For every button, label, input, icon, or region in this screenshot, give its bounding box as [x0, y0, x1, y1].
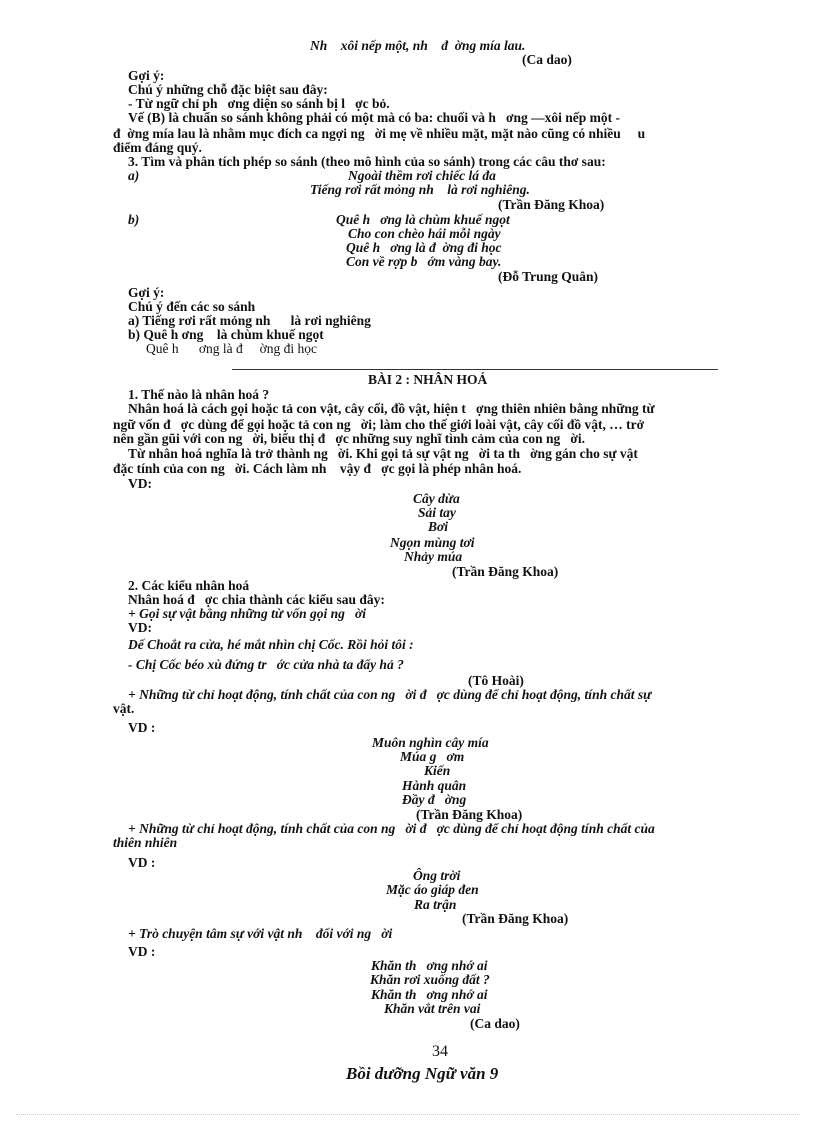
- page-edge: [16, 1114, 800, 1115]
- text-line: 2. Các kiểu nhân hoá: [128, 578, 250, 593]
- text-line: Nhân hoá là cách gọi hoặc tả con vật, cây cối, đồ vật, hiện t ợng thiên nhiên bằng những từ: [128, 401, 655, 416]
- text-line: Mặc áo giáp đen: [386, 882, 479, 897]
- text-line: Quê h ơng là đ ờng đi học: [346, 240, 502, 255]
- text-line: Đầy đ ờng: [402, 792, 467, 807]
- text-line: Khăn vắt trên vai: [384, 1001, 481, 1016]
- text-line: b) Quê h ơng là chùm khuế ngọt: [128, 327, 324, 342]
- text-line: Chú ý đến các so sánh: [128, 299, 256, 314]
- text-line: BÀI 2 : NHÂN HOÁ: [368, 372, 488, 387]
- text-line: Quê h ơng là chùm khuế ngọt: [336, 212, 510, 227]
- text-line: Bơi: [428, 519, 448, 534]
- text-line: Chú ý những chỗ đặc biệt sau đây:: [128, 82, 328, 97]
- page-number: 34: [432, 1043, 448, 1060]
- text-line: Khăn th ơng nhớ ai: [371, 987, 488, 1002]
- text-line: Tiếng rơi rất mỏng nh là rơi nghiêng.: [310, 182, 530, 197]
- text-line: Ra trận: [414, 897, 457, 912]
- text-line: (Đỗ Trung Quân): [498, 269, 599, 284]
- text-line: + Trò chuyện tâm sự với vật nh đối với ng ời: [128, 926, 393, 941]
- text-line: 1. Thế nào là nhân hoá ?: [128, 387, 270, 402]
- text-line: Nhân hoá đ ợc chia thành các kiểu sau đây:: [128, 592, 385, 607]
- text-line: Ngoài thềm rơi chiếc lá đa: [348, 168, 496, 183]
- text-line: (Trần Đăng Khoa): [452, 564, 559, 579]
- text-line: (Trần Đăng Khoa): [498, 197, 605, 212]
- text-line: Từ nhân hoá nghĩa là trở thành ng ời. Khi gọi tả sự vật ng ời ta th ờng gán cho sự vật: [128, 446, 638, 461]
- text-line: Nhảy múa: [404, 549, 463, 564]
- text-line: Hành quân: [402, 778, 467, 793]
- text-line: Gợi ý:: [128, 285, 165, 300]
- text-line: Kiến: [424, 763, 451, 778]
- text-line: Muôn nghìn cây mía: [372, 735, 489, 750]
- text-line: b): [128, 212, 140, 227]
- text-line: điểm đáng quý.: [113, 140, 202, 155]
- text-line: - Chị Cốc béo xù đứng tr ớc cửa nhà ta đấy hả ?: [128, 657, 404, 672]
- text-line: Cho con chèo hái mỗi ngày: [348, 226, 501, 241]
- text-line: a): [128, 168, 140, 183]
- text-line: Con về rợp b ớm vàng bay.: [346, 254, 502, 269]
- text-line: - Từ ngữ chỉ ph ơng diện so sánh bị l ợc bỏ.: [128, 96, 390, 111]
- page-footer: Bồi dưỡng Ngữ văn 9: [346, 1064, 499, 1083]
- text-line: Ông trời: [413, 868, 461, 883]
- text-line: Ngọn mùng tơi: [390, 535, 475, 550]
- text-line: Khăn th ơng nhớ ai: [371, 958, 488, 973]
- text-line: ngữ vốn đ ợc dùng để gọi hoặc tả con ng ời; làm cho thế giới loài vật, cây cối đồ vật, … trở: [113, 417, 645, 432]
- text-line: Vế (B) là chuẩn so sánh không phải có một mà có ba: chuối và h ơng —xôi nếp một -: [128, 110, 621, 125]
- text-line: + Những từ chỉ hoạt động, tính chất của con ng ời đ ợc dùng để chỉ hoạt động, tính chất sự: [128, 687, 652, 702]
- text-line: (Ca dao): [522, 52, 572, 67]
- text-line: đ ờng mía lau là nhằm mục đích ca ngợi ng ời mẹ về nhiều mặt, mặt nào cũng có nhiều u: [113, 126, 646, 141]
- text-line: vật.: [113, 701, 135, 716]
- text-line: (Ca dao): [470, 1016, 520, 1031]
- section-divider: [232, 369, 718, 370]
- text-line: (Trần Đăng Khoa): [416, 807, 523, 822]
- text-line: a) Tiếng rơi rất mỏng nh là rơi nghiêng: [128, 313, 371, 328]
- text-line: Cây dừa: [413, 491, 460, 506]
- text-line: thiên nhiên: [113, 835, 178, 850]
- text-line: (Tô Hoài): [468, 673, 524, 688]
- text-line: VD:: [128, 620, 152, 635]
- text-line: VD :: [128, 720, 156, 735]
- text-line: Gợi ý:: [128, 68, 165, 83]
- text-line: VD:: [128, 476, 152, 491]
- text-line: 3. Tìm và phân tích phép so sánh (theo mô hình của so sánh) trong các câu thơ sau:: [128, 154, 606, 169]
- text-line: Khăn rơi xuống đất ?: [370, 972, 490, 987]
- text-line: Nh xôi nếp một, nh đ ờng mía lau.: [310, 38, 526, 53]
- text-line: Quê h ơng là đ ờng đi học: [146, 341, 318, 356]
- text-line: (Trần Đăng Khoa): [462, 911, 569, 926]
- text-line: + Những từ chỉ hoạt động, tính chất của con ng ời đ ợc dùng để chỉ hoạt động tính chất của: [128, 821, 655, 836]
- text-line: + Gọi sự vật bằng những từ vốn gọi ng ời: [128, 606, 366, 621]
- text-line: Dế Choắt ra cửa, hé mắt nhìn chị Cốc. Rồi hỏi tôi :: [128, 637, 414, 652]
- text-line: nên gần gũi với con ng ời, biểu thị đ ợc những suy nghĩ tình cảm của con ng ời.: [113, 431, 585, 446]
- text-line: Sải tay: [418, 505, 456, 520]
- text-line: VD :: [128, 855, 156, 870]
- text-line: VD :: [128, 944, 156, 959]
- text-line: Múa g ơm: [400, 749, 465, 764]
- text-line: đặc tính của con ng ời. Cách làm nh vậy đ ợc gọi là phép nhân hoá.: [113, 461, 522, 476]
